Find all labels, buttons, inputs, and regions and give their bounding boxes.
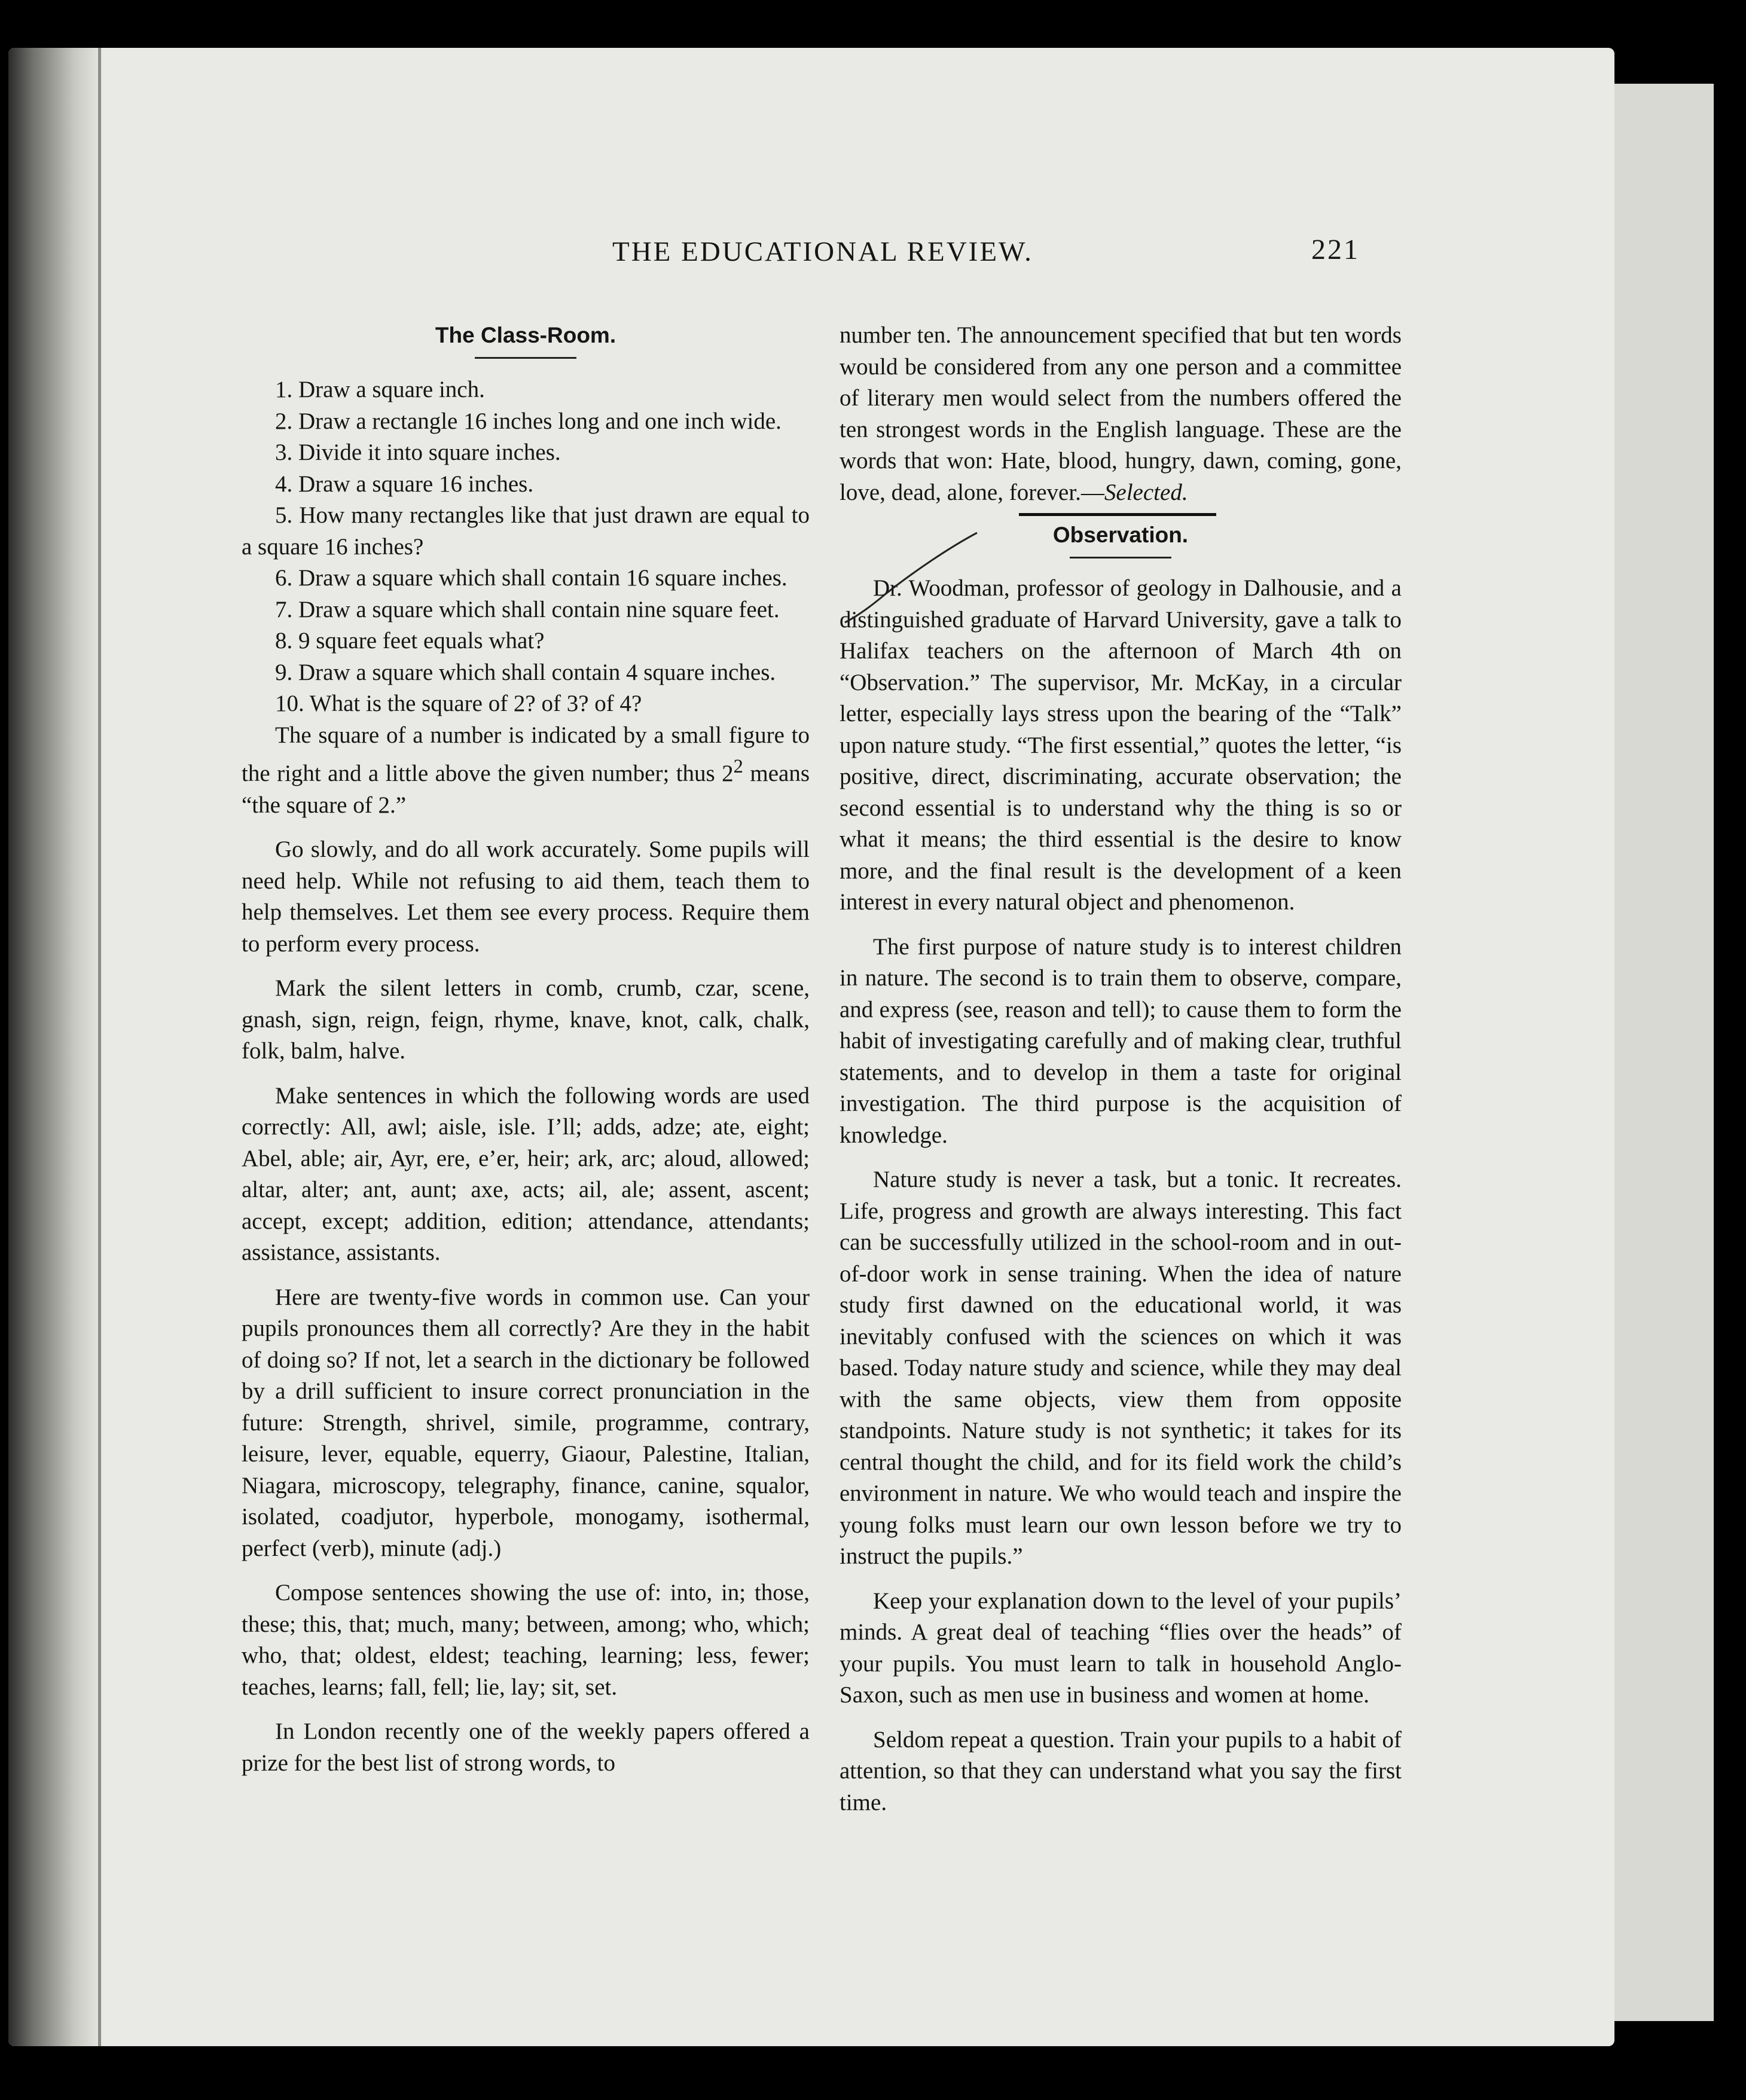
scanned-page (8, 48, 1614, 2046)
exercise-item (242, 625, 810, 657)
observation-paragraph-5: Seldom repeat a question. Train your pupils to a habit of attention, so that they can understand what you say the first time. (840, 1726, 1402, 1815)
strong-words-paragraph: number ten. The announcement specified that but ten words would be considered from any one person and a committee of literary men would select from the numbers offered the ten strongest words in the English language. These are the words that won: Hate, blood, hungry, dawn, coming, gone, love, dead, alone, forever.—Selected. (840, 322, 1402, 505)
exercise-text: 9 square feet equals what? (298, 628, 545, 654)
exercise-item (242, 563, 810, 594)
exercise-item (242, 406, 810, 438)
heading-rule (1070, 557, 1171, 558)
exercise-item (242, 657, 810, 689)
exercise-text: How many rectangles like that just drawn are equal to a square 16 inches? (242, 502, 810, 560)
exercise-text: Draw a square which shall contain 4 square inches. (298, 659, 776, 685)
exercise-number: 3. (275, 439, 293, 465)
exercise-item (242, 437, 810, 469)
left-column (242, 320, 810, 1779)
silent-letters-paragraph: Mark the silent letters in comb, crumb, czar, scene, gnash, sign, reign, feign, rhyme, knave, knot, calk, chalk, folk, balm, halve. (242, 975, 810, 1064)
london-paragraph: In London recently one of the weekly papers offered a prize for the best list of strong words, to (242, 1719, 810, 1776)
page-gutter-shadow (8, 48, 104, 2046)
square-note: The square of a number is indicated by a small figure to the right and a little above the given number; thus $2^2$ means “the square of 2.” (242, 722, 810, 818)
exercise-number: 1. (275, 377, 293, 402)
observation-paragraph-4: Keep your explanation down to the level of your pupils’ minds. A great deal of teaching “flies over the heads” of your pupils. You must learn to talk in household Anglo-Saxon, such as men use in business and women at home. (840, 1588, 1402, 1708)
exercise-item (242, 688, 810, 720)
exercise-number: 8. (275, 628, 293, 654)
exercise-item (242, 374, 810, 406)
page-number: 221 (1311, 234, 1360, 265)
running-title: THE EDUCATIONAL REVIEW. (612, 236, 1033, 267)
section-divider (1019, 513, 1216, 516)
exercise-text: Draw a square which shall contain nine square feet. (298, 596, 780, 622)
exercise-text: Draw a square inch. (298, 377, 485, 402)
observation-paragraph-2: The first purpose of nature study is to interest children in nature. The second is to train them to observe, compare, and express (see, reason and tell); to cause them to form the habit of investigating carefully and of making clear, truthful statements, and to develop in them a taste for original investigation. The third purpose is the acquisition of knowledge. (840, 933, 1402, 1148)
exercise-text: Draw a square which shall contain 16 square inches. (298, 565, 787, 591)
observation-paragraph-1: Dr. Woodman, professor of geology in Dalhousie, and a distinguished graduate of Harvard University, gave a talk to Halifax teachers on the afternoon of March 4th on “Observation.” The supervisor, Mr. McKay, in a circular letter, especially lays stress upon the bearing of the “Talk” upon nature study. “The first essential,” quotes the letter, “is positive, direct, discriminating, accurate observation; the second essential is to understand why the thing is so or what it means; the third essential is the desire to know more, and the final result is the development of a keen interest in every natural object and phenomenon. (840, 575, 1402, 915)
exercise-number: 9. (275, 659, 293, 685)
exercise-number: 6. (275, 565, 293, 591)
heading-rule (475, 357, 576, 359)
exercise-text: What is the square of 2? of 3? of 4? (309, 691, 642, 716)
right-column (840, 320, 1402, 1818)
exercise-number: 4. (275, 471, 293, 497)
exercise-text: Draw a rectangle 16 inches long and one inch wide. (298, 408, 782, 434)
running-header (236, 222, 1372, 276)
exercise-text: Divide it into square inches. (298, 439, 561, 465)
make-sentences-paragraph: Make sentences in which the following words are used correctly: All, awl; aisle, isle. I’ll; adds, adze; ate, eight; Abel, able; air, Ayr, ere, e’er, heir; ark, arc; aloud, allowed; altar, alter; ant, aunt; axe, acts; ail, ale; assent, ascent; accept, except; addition, edition; attendance, attendants; assistance, assistants. (242, 1082, 810, 1265)
exercise-number: 10. (275, 691, 304, 716)
exercise-number: 5. (275, 502, 293, 528)
exercise-item (242, 594, 810, 626)
binding-edge (98, 48, 101, 2046)
observation-heading: Observation. (1052, 523, 1189, 547)
observation-paragraph-3: Nature study is never a task, but a tonic. It recreates. Life, progress and growth are always interesting. This fact can be successfully utilized in the school-room and in out-of-door work in sense training. When the idea of nature study first dawned on the educational world, it was inevitably confused with the sciences on which it was based. Today nature study and science, while they may deal with the same objects, view them from opposite standpoints. Nature study is not synthetic; it takes for its central thought the child, and for its field work the child’s environment in nature. We who would teach and inspire the young folks must learn our own lesson before we try to instruct the pupils.” (840, 1167, 1402, 1569)
superscript-two: 2 (733, 756, 743, 777)
exercise-number: 2. (275, 408, 293, 434)
exercise-number: 7. (275, 596, 293, 622)
compose-sentences-paragraph: Compose sentences showing the use of: into, in; those, these; this, that; much, many; between, among; who, which; who, that; oldest, eldest; teaching, learning; less, fewer; teaches, learns; fall, fell; lie, lay; sit, set. (242, 1580, 810, 1700)
exercise-list (242, 374, 810, 720)
exercise-item (242, 469, 810, 500)
twenty-five-words-paragraph: Here are twenty-five words in common use. Can your pupils pronounces them all correctly? Are they in the habit of doing so? If not, let a search in the dictionary be followed by a drill sufficient to insure correct pronunciation in the future: Strength, shrivel, simile, programme, contrary, leisure, lever, equable, equerry, Giaour, Palestine, Italian, Niagara, microscopy, telegraphy, finance, canine, squalor, isolated, coadjutor, hyperbole, monogamy, isothermal, perfect (verb), minute (adj.) (242, 1284, 810, 1561)
go-slowly-paragraph: Go slowly, and do all work accurately. Some pupils will need help. While not refusing to aid them, teach them to help themselves. Let them see every process. Require them to perform every process. (242, 837, 810, 957)
classroom-heading: The Class-Room. (435, 323, 616, 347)
exercise-text: Draw a square 16 inches. (298, 471, 534, 497)
signature: Selected. (1104, 479, 1188, 505)
exercise-item (242, 500, 810, 563)
